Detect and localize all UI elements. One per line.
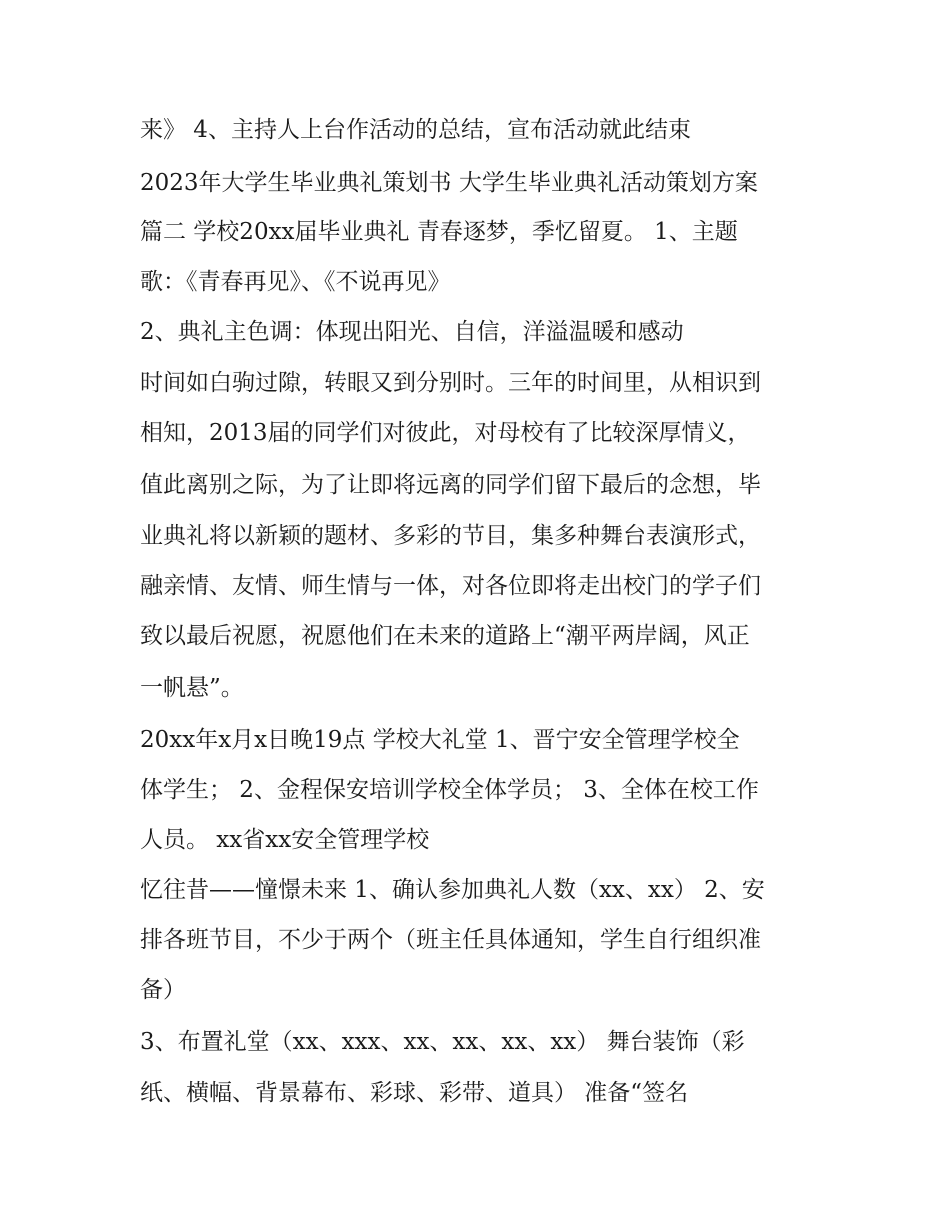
- text-line: 致以最后祝愿，祝愿他们在未来的道路上“潮平两岸阔，风正: [140, 623, 750, 649]
- text-line: 体学生； 2、金程保安培训学校全体学员； 3、全体在校工作: [140, 777, 759, 803]
- text-line: 2、典礼主色调：体现出阳光、自信，洋溢温暖和感动: [140, 319, 684, 345]
- text-line: 20xx年x月x日晚19点 学校大礼堂 1、晋宁安全管理学校全: [140, 727, 740, 753]
- text-line: 值此离别之际，为了让即将远离的同学们留下最后的念想，毕: [140, 472, 761, 498]
- text-line: 相知，2013届的同学们对彼此，对母校有了比较深厚情义，: [140, 420, 751, 446]
- text-line: 一帆悬”。: [140, 675, 244, 701]
- text-line: 歌：《青春再见》、《不说再见》: [140, 269, 451, 295]
- text-line: 融亲情、友情、师生情与一体，对各位即将走出校门的学子们: [140, 573, 761, 599]
- text-line: 业典礼将以新颖的题材、多彩的节目，集多种舞台表演形式，: [140, 523, 761, 549]
- text-line: 2023年大学生毕业典礼策划书 大学生毕业典礼活动策划方案: [140, 170, 758, 196]
- text-line: 来》 4、主持人上台作活动的总结，宣布活动就此结束: [140, 117, 691, 143]
- text-line: 时间如白驹过隙，转眼又到分别时。三年的时间里，从相识到: [140, 370, 761, 396]
- text-line: 篇二 学校20xx届毕业典礼 青春逐梦，季忆留夏。 1、主题: [140, 219, 738, 245]
- text-line: 纸、横幅、背景幕布、彩球、彩带、道具） 准备“签名: [140, 1080, 689, 1106]
- text-line: 3、布置礼堂（xx、xxx、xx、xx、xx、xx） 舞台装饰（彩: [140, 1029, 745, 1055]
- text-line: 人员。 xx省xx安全管理学校: [140, 827, 430, 853]
- text-line: 忆往昔——憧憬未来 1、确认参加典礼人数（xx、xx） 2、安: [140, 877, 765, 903]
- text-line: 备）: [140, 977, 186, 1003]
- text-line: 排各班节目，不少于两个（班主任具体通知，学生自行组织准: [140, 927, 761, 953]
